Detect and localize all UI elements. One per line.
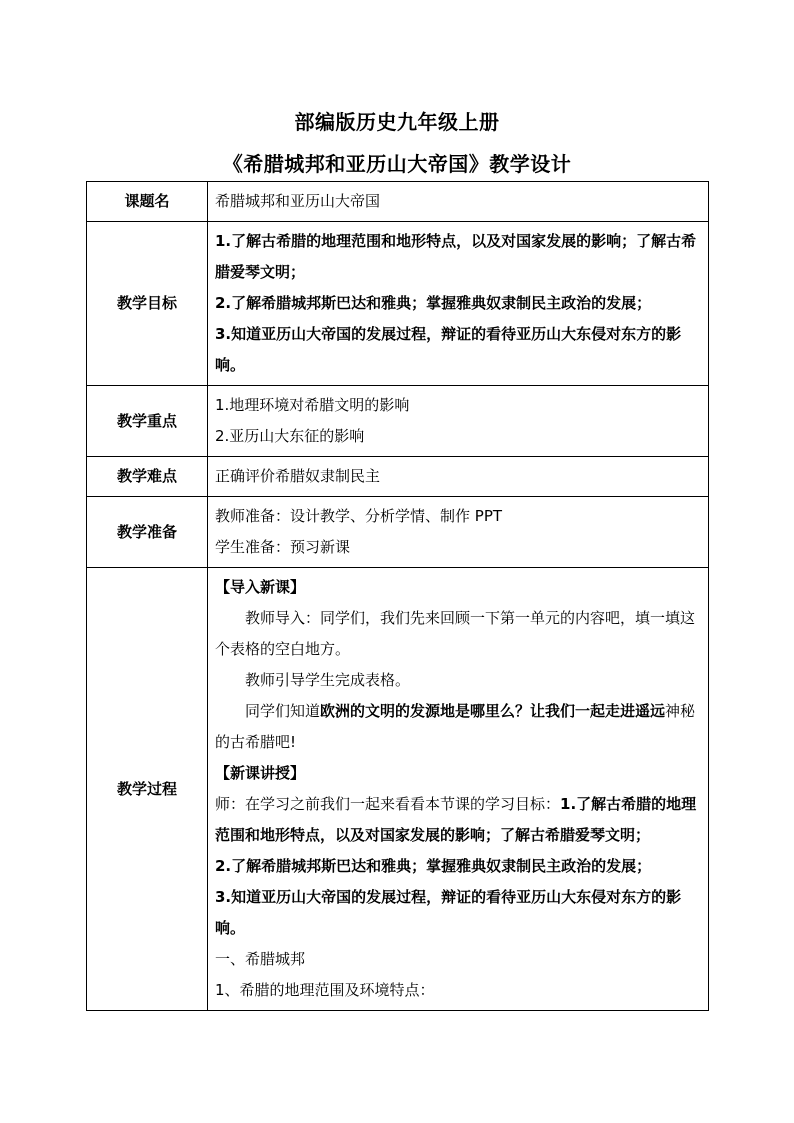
new-lesson-text: 师：在学习之前我们一起来看看本节课的学习目标： <box>215 795 561 813</box>
preparation-cell <box>208 497 709 568</box>
section-heading: 一、希腊城邦 <box>215 950 306 968</box>
goals-cell <box>208 222 709 386</box>
row-label-process: 教学过程 <box>87 568 208 1011</box>
row-label-preparation: 教学准备 <box>87 497 208 568</box>
key-point-item: 2.亚历山大东征的影响 <box>215 427 365 445</box>
table-row-key-points <box>87 386 709 457</box>
new-lesson-heading: 【新课讲授】 <box>215 764 306 782</box>
table-row-topic <box>87 182 709 222</box>
goal-item: 1.了解古希腊的地理范围和地形特点，以及对国家发展的影响；了解古希腊爱琴文明； <box>215 232 697 281</box>
new-lesson-goal: 2.了解希腊城邦斯巴达和雅典；掌握雅典奴隶制民主政治的发展； <box>215 857 652 875</box>
table-row-preparation <box>87 497 709 568</box>
table-row-difficulty <box>87 457 709 497</box>
key-point-item: 1.地理环境对希腊文明的影响 <box>215 396 410 414</box>
new-lesson-goal: 1.了解古希腊的地理范围和地形特点，以及对国家发展的影响；了解古希腊爱琴文明； <box>215 795 697 844</box>
intro-paragraph: 教师引导学生完成表格。 <box>245 671 411 689</box>
preparation-item: 学生准备：预习新课 <box>215 538 351 556</box>
topic-value: 希腊城邦和亚历山大帝国 <box>208 182 709 222</box>
difficulty-value: 正确评价希腊奴隶制民主 <box>208 457 709 497</box>
intro-paragraph <box>215 696 701 758</box>
table-row-goals <box>87 222 709 386</box>
new-lesson-paragraph <box>215 789 701 851</box>
process-cell <box>208 568 709 1011</box>
lesson-plan-table <box>86 181 709 1011</box>
new-lesson-goal: 3.知道亚历山大帝国的发展过程，辩证的看待亚历山大东侵对东方的影响。 <box>215 888 682 937</box>
row-label-topic: 课题名 <box>87 182 208 222</box>
row-label-key-points: 教学重点 <box>87 386 208 457</box>
intro-question: 欧洲的文明的发源地是哪里么？让我们一起走进遥远 <box>320 702 666 720</box>
intro-text: 同学们知道 <box>245 702 321 720</box>
intro-paragraph: 教师导入：同学们，我们先来回顾一下第一单元的内容吧，填一填这个表格的空白地方。 <box>215 609 696 658</box>
goal-item: 3.知道亚历山大帝国的发展过程，辩证的看待亚历山大东侵对东方的影响。 <box>215 325 682 374</box>
subsection-heading: 1、希腊的地理范围及环境特点： <box>215 981 435 999</box>
row-label-goals: 教学目标 <box>87 222 208 386</box>
key-points-cell <box>208 386 709 457</box>
document-subtitle: 《希腊城邦和亚历山大帝国》教学设计 <box>222 152 572 176</box>
intro-text: 神秘的古希腊吧! <box>215 702 696 751</box>
row-label-difficulty: 教学难点 <box>87 457 208 497</box>
table-row-process <box>87 568 709 1011</box>
document-title: 部编版历史九年级上册 <box>294 110 500 134</box>
intro-heading: 【导入新课】 <box>215 578 306 596</box>
goal-item: 2.了解希腊城邦斯巴达和雅典；掌握雅典奴隶制民主政治的发展； <box>215 294 652 312</box>
preparation-item: 教师准备：设计教学、分析学情、制作 PPT <box>215 507 503 525</box>
